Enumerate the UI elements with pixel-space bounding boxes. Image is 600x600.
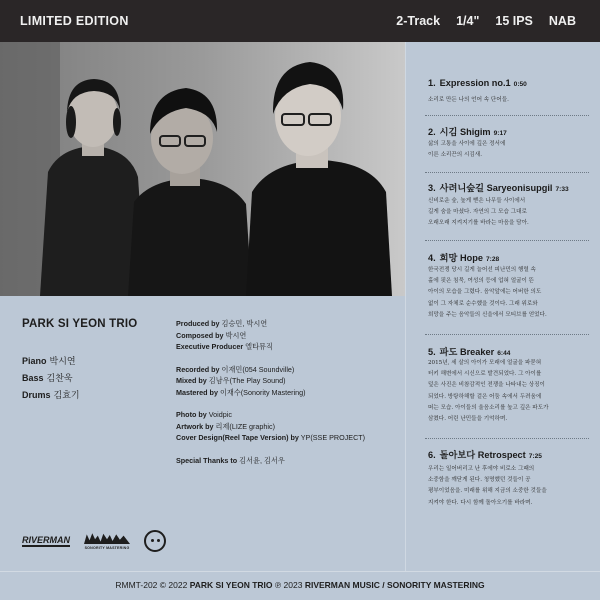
credit-photo: [176, 409, 401, 421]
track-description: 신비로운 숲, 높게 뻗은 나무들 사이에서 길게 숨을 마셨다. 자연의 그 모습 그대로 오래오래 지켜지기를 바라는 마음을 담아.: [428, 198, 529, 227]
band-photo-illustration: [0, 42, 405, 296]
copyright-year: © 2022: [159, 580, 188, 590]
spec-width: 1/4": [456, 14, 480, 28]
face-badge-icon: [144, 530, 166, 552]
credit-produced: [176, 318, 401, 330]
track-description: 소리로 만든 나의 언어 속 단어들.: [428, 97, 509, 103]
credit-thanks: [176, 455, 401, 467]
riverman-logo: RIVERMAN: [22, 534, 71, 545]
track-description: 삶의 고통을 사이에 깊은 정서에 이른 소리끈의 시김새.: [428, 141, 506, 159]
credit-key: Photo by: [176, 410, 207, 419]
credit-value: 리제(LIZE graphic): [215, 421, 275, 431]
band-photo: [0, 42, 405, 296]
track-title: 5. 파도 Breaker 6:44: [428, 347, 511, 357]
credits-panel: [0, 296, 405, 571]
header-bar: [0, 0, 600, 42]
track-description: 우리는 일어버리고 난 후에야 비로소 그때의 소중함을 깨닫게 된다. 청명했던 것들이 공 평부이었음을. 미래를 위해 지금의 소중한 것들을 지켜야 한다. 다시 함께 돌아오기를 바라며.: [428, 466, 547, 506]
member-role: Drums: [22, 390, 51, 400]
band-name: PARK SI YEON TRIO: [22, 318, 138, 330]
footer-artist: PARK SI YEON TRIO: [189, 580, 273, 590]
credit-key: Artwork by: [176, 421, 214, 431]
credit-key: Cover Design(Reel Tape Version) by: [176, 433, 299, 442]
sonority-logo: [84, 532, 130, 550]
credit-value: 이재수(Sonority Mastering): [219, 387, 306, 397]
member-name: 박시연: [49, 356, 76, 366]
credit-value: 김승민, 박시연: [221, 319, 268, 328]
track-description: 2015년, 세 살의 아이가 모래에 얼굴을 파묻혀 터키 해변에서 시신으로 발견되었다. 그 아이를 덮은 사진은 비참감적인 전쟁을 나타내는 상징이 되었다. 방탕하해할 겉은 어둠 속에서 두려움에 떠는 모습. 아이들의 울음소리를 높고 깊은 파도가 삼켰다. 어린 난민들을 기억하며.: [428, 360, 549, 423]
footer-copyright: [0, 580, 600, 590]
member-piano: [22, 353, 80, 370]
credit-value: YP(SSE PROJECT): [300, 433, 366, 442]
credit-value: 김남우(The Play Sound): [208, 376, 286, 385]
member-role: Bass: [22, 373, 44, 383]
member-drums: [22, 387, 80, 404]
credit-list: [176, 318, 401, 466]
credit-mastered: [176, 387, 401, 399]
credit-key: Mixed by: [176, 376, 207, 385]
tape-specs: [396, 14, 576, 28]
credit-mixed: [176, 375, 401, 387]
track-title: 1. Expression no.1 0:50: [428, 78, 527, 88]
track-title: 6. 돌아보다 Retrospect 7:25: [428, 450, 542, 460]
edition-label: LIMITED EDITION: [20, 14, 129, 28]
spec-eq: NAB: [548, 14, 576, 28]
credit-value: 엘타뮤직: [245, 342, 273, 351]
sonority-logo-text: SONORITY MASTERING: [84, 546, 130, 550]
credit-key: Special Thanks to: [176, 455, 238, 465]
credit-recorded: [176, 364, 401, 376]
credit-value: 이재민(054 Soundville): [221, 364, 295, 374]
catalog-number: RMMT-202: [115, 580, 158, 590]
credit-composed: [176, 330, 401, 342]
member-name: 김찬욱: [46, 373, 73, 383]
credit-value: 박시연: [225, 330, 247, 340]
track-title: 4. 희망 Hope 7:28: [428, 253, 500, 263]
credit-key: Composed by: [176, 330, 224, 340]
credit-key: Recorded by: [176, 364, 220, 374]
phonogram-year: ℗ 2023: [274, 580, 303, 590]
credit-key: Executive Producer: [176, 342, 244, 351]
track-description: 한국전쟁 당시 길게 늘어선 피난민의 행렬 속 홀에 핏은 침묵, 여성의 등에 업혀 얼굴이 뜬 아이의 모습을 그렸다. 음악앞에는 어버한 의도 없이 그 자체로 순수했을 것이다. 그래 위로와 희망을 주는 음악들의 신을에서 모티브를 얻었다.: [428, 267, 547, 318]
member-list: [22, 353, 80, 404]
track-title: 2. 시김 Shigim 9:17: [428, 127, 507, 137]
credit-key: Produced by: [176, 319, 220, 328]
footer-bar: [0, 571, 600, 600]
credit-cover-design: [176, 432, 401, 444]
credit-key: Mastered by: [176, 387, 218, 397]
spec-track: 2-Track: [396, 14, 441, 28]
footer-labels: RIVERMAN MUSIC / SONORITY MASTERING: [304, 580, 485, 590]
member-name: 김효기: [53, 390, 80, 400]
member-role: Piano: [22, 356, 47, 366]
credit-value: 김서윤, 김서우: [239, 455, 285, 465]
track-title: 3. 사려니숲길 Saryeonisupgil 7:33: [428, 183, 569, 193]
waveform-icon: [84, 532, 130, 544]
member-bass: [22, 370, 80, 387]
tracklist-panel: [405, 42, 600, 571]
credit-value: Voidpic: [208, 410, 232, 419]
spec-speed: 15 IPS: [495, 14, 533, 28]
credit-executive: [176, 341, 401, 353]
label-logos: [22, 530, 166, 552]
credit-artwork: [176, 421, 401, 433]
